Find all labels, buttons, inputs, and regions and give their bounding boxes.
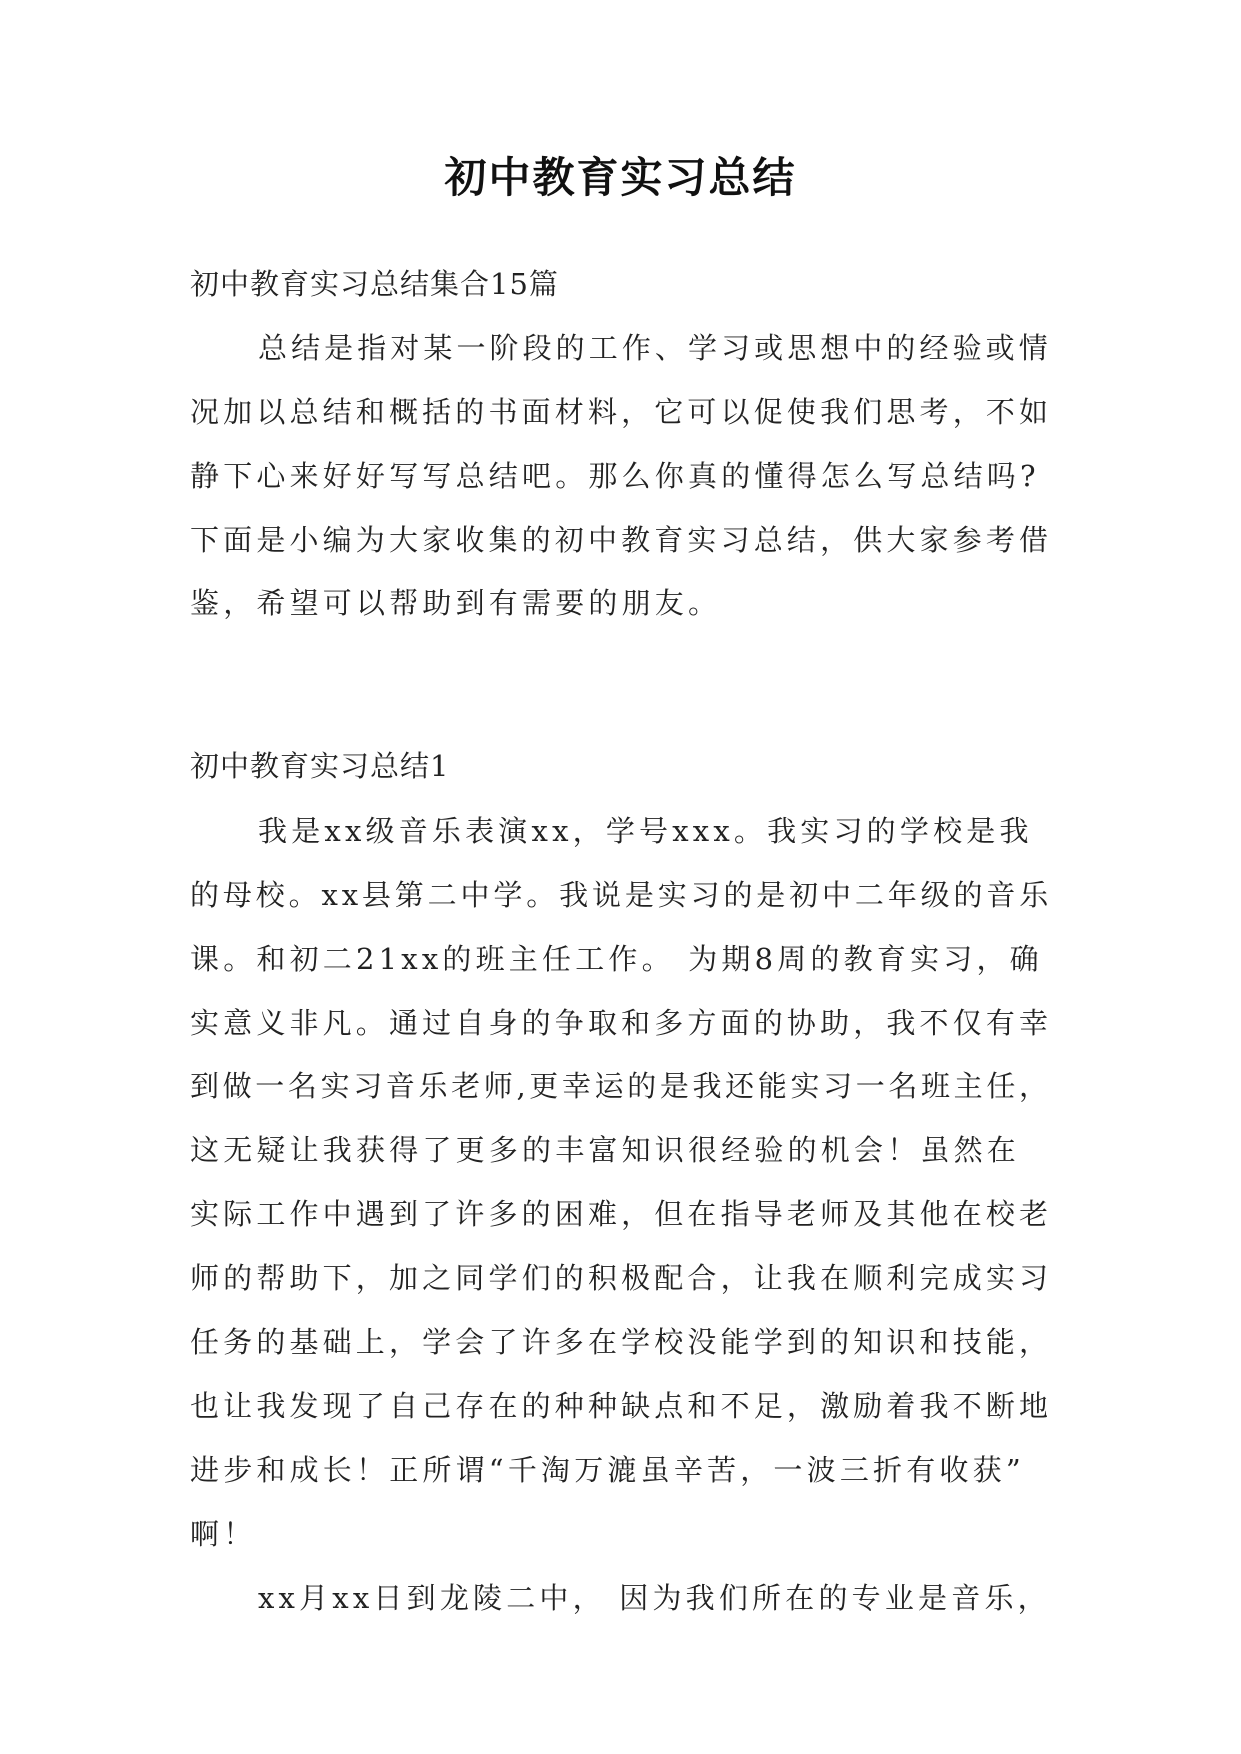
intro-paragraph-line: 下面是小编为大家收集的初中教育实习总结，供大家参考借	[190, 523, 1053, 557]
section-paragraph-line: 到做一名实习音乐老师,更幸运的是我还能实习一名班主任，	[190, 1069, 1052, 1103]
section-paragraph-line: 也让我发现了自己存在的种种缺点和不足，激励着我不断地	[190, 1389, 1053, 1423]
collection-heading: 初中教育实习总结集合15篇	[190, 267, 559, 301]
intro-paragraph-line: 静下心来好好写写总结吧。那么你真的懂得怎么写总结吗?	[190, 459, 1040, 493]
section-paragraph-line: 课。和初二21xx的班主任工作。 为期8周的教育实习，确	[190, 942, 1043, 976]
section-paragraph-line: 实际工作中遇到了许多的困难，但在指导老师及其他在校老	[190, 1197, 1053, 1231]
section-paragraph-line: 师的帮助下，加之同学们的积极配合，让我在顺利完成实习	[190, 1261, 1053, 1295]
section-paragraph-line: 我是xx级音乐表演xx，学号xxx。我实习的学校是我	[258, 814, 1033, 848]
section-paragraph-line: 进步和成长！正所谓“千淘万漉虽辛苦，一波三折有收获”	[190, 1453, 1025, 1487]
section-paragraph-line: 的母校。xx县第二中学。我说是实习的是初中二年级的音乐	[190, 878, 1053, 912]
section-paragraph-line: 实意义非凡。通过自身的争取和多方面的协助，我不仅有幸	[190, 1006, 1053, 1040]
intro-paragraph-line: 鉴，希望可以帮助到有需要的朋友。	[190, 586, 722, 620]
intro-paragraph-line: 况加以总结和概括的书面材料，它可以促使我们思考，不如	[190, 395, 1053, 429]
section-paragraph-line: 啊！	[190, 1517, 257, 1551]
document-title: 初中教育实习总结	[444, 153, 797, 202]
section-paragraph-line: 这无疑让我获得了更多的丰富知识很经验的机会！虽然在	[190, 1133, 1021, 1167]
section-paragraph-line: 任务的基础上，学会了许多在学校没能学到的知识和技能，	[190, 1325, 1053, 1359]
intro-paragraph-line: 总结是指对某一阶段的工作、学习或思想中的经验或情	[258, 331, 1052, 365]
section-paragraph-line: xx月xx日到龙陵二中， 因为我们所在的专业是音乐，	[258, 1581, 1051, 1615]
section-heading: 初中教育实习总结1	[190, 749, 450, 783]
